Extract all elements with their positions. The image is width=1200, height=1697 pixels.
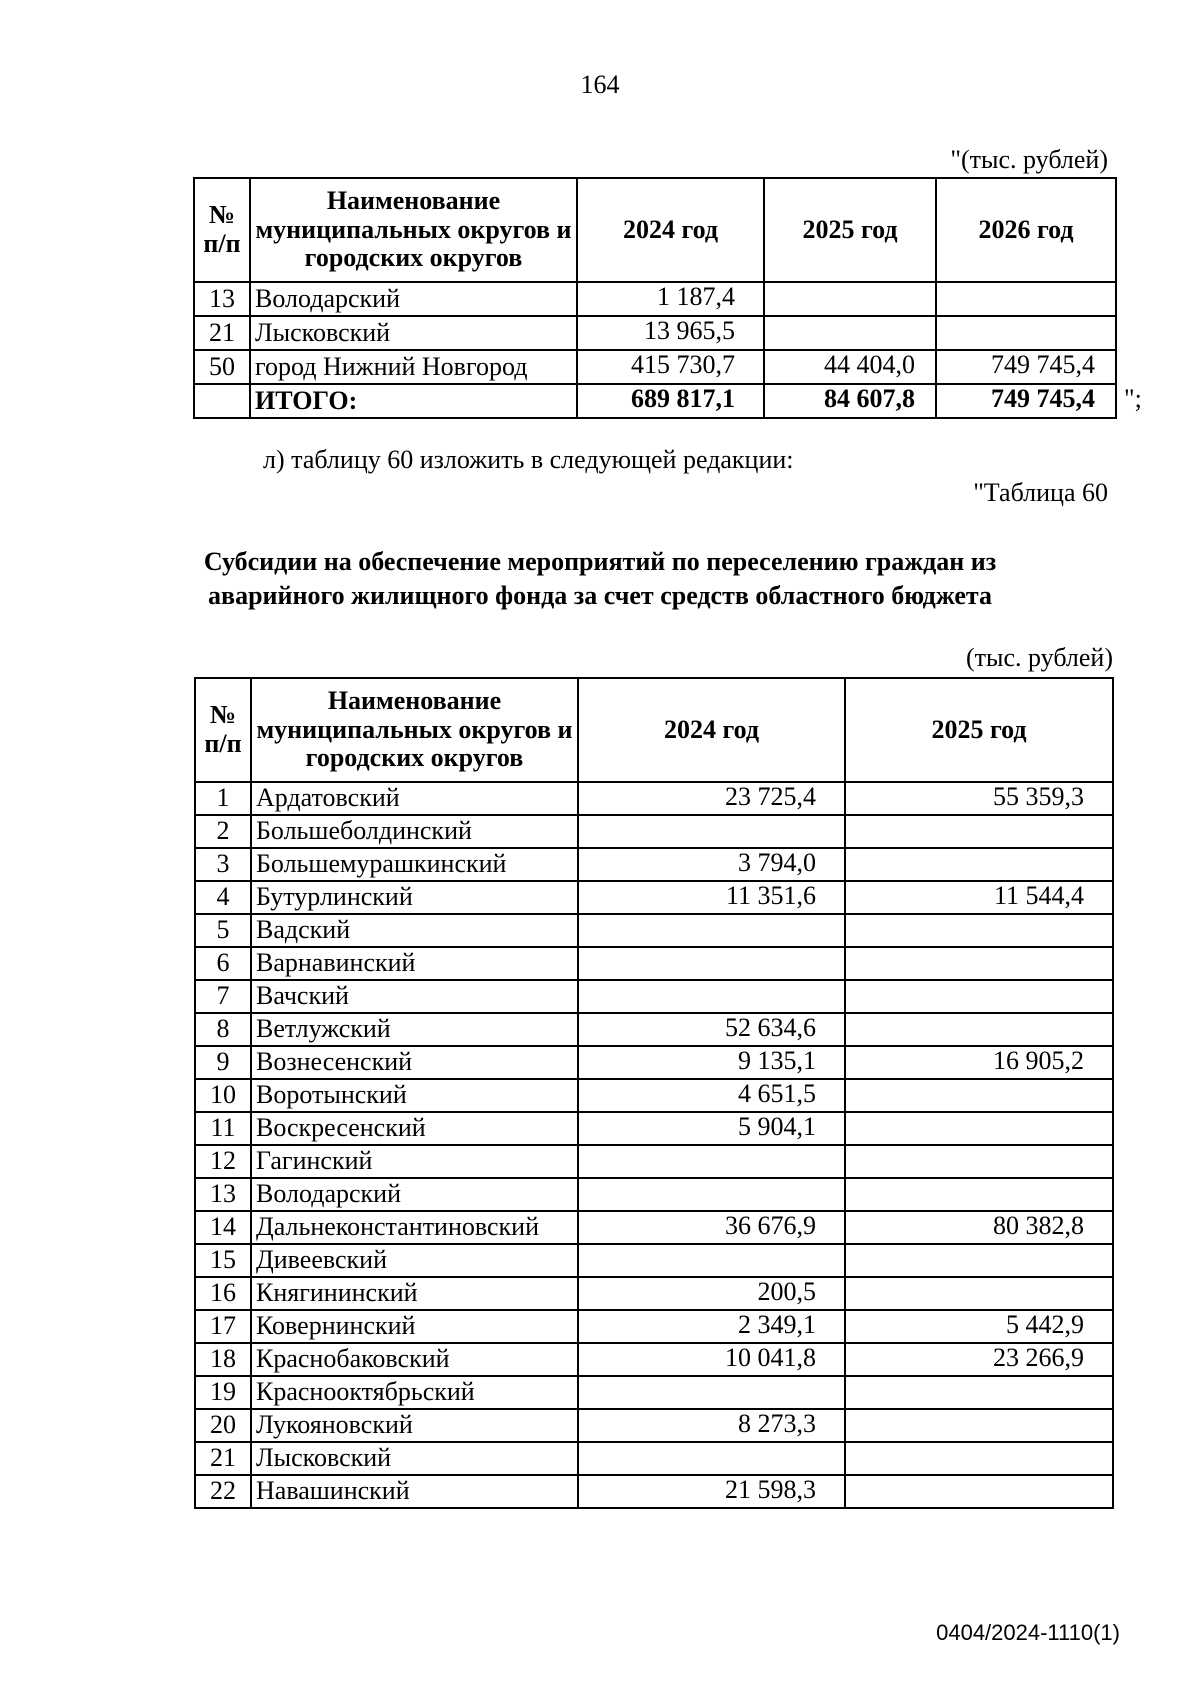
table1-header-num: № п/п	[194, 178, 250, 282]
table-row	[195, 914, 1113, 947]
row-number: 15	[195, 1244, 251, 1277]
table-row	[195, 1145, 1113, 1178]
district-name: Ковернинский	[251, 1310, 578, 1343]
district-name: Воскресенский	[251, 1112, 578, 1145]
district-name: Воротынский	[251, 1079, 578, 1112]
value-2025: 55 359,3	[845, 782, 1113, 815]
row-number: 17	[195, 1310, 251, 1343]
table1-header-row	[194, 178, 1116, 282]
district-name: Вадский	[251, 914, 578, 947]
district-name: Лукояновский	[251, 1409, 578, 1442]
value-2024	[578, 947, 845, 980]
table2-header-2025: 2025 год	[845, 678, 1113, 782]
district-name: Варнавинский	[251, 947, 578, 980]
table-row	[195, 1046, 1113, 1079]
row-number: 18	[195, 1343, 251, 1376]
table1-total-row	[194, 384, 1116, 418]
table-row	[194, 316, 1116, 350]
value-2024: 3 794,0	[578, 848, 845, 881]
row-number: 1	[195, 782, 251, 815]
district-name: Дивеевский	[251, 1244, 578, 1277]
district-name: город Нижний Новгород	[250, 350, 577, 384]
table-row	[195, 1310, 1113, 1343]
district-name: Большеболдинский	[251, 815, 578, 848]
row-number: 10	[195, 1079, 251, 1112]
table2-header-2024: 2024 год	[578, 678, 845, 782]
row-number: 50	[194, 350, 250, 384]
table2-header-name: Наименование муниципальных округов и городских округов	[251, 678, 578, 782]
table-row	[195, 848, 1113, 881]
value-2024	[578, 980, 845, 1013]
value-2025	[764, 316, 936, 350]
value-2024: 36 676,9	[578, 1211, 845, 1244]
table-row	[194, 350, 1116, 384]
value-2025	[845, 1475, 1113, 1508]
value-2024: 5 904,1	[578, 1112, 845, 1145]
value-2024	[578, 914, 845, 947]
row-number: 5	[195, 914, 251, 947]
value-2024	[578, 815, 845, 848]
row-number: 12	[195, 1145, 251, 1178]
district-name: Гагинский	[251, 1145, 578, 1178]
table-row	[195, 1277, 1113, 1310]
district-name: Вачский	[251, 980, 578, 1013]
value-2025	[845, 1178, 1113, 1211]
table1-header-2024: 2024 год	[577, 178, 764, 282]
table1-header-2026: 2026 год	[936, 178, 1116, 282]
row-number: 6	[195, 947, 251, 980]
table-row	[195, 1112, 1113, 1145]
value-2024: 415 730,7	[577, 350, 764, 384]
value-2025	[845, 1013, 1113, 1046]
district-name: Володарский	[250, 282, 577, 316]
value-2025	[845, 1244, 1113, 1277]
district-name: Лысковский	[251, 1442, 578, 1475]
table-row	[195, 1244, 1113, 1277]
instruction-text: л) таблицу 60 изложить в следующей редакции:	[263, 445, 794, 474]
value-2025	[764, 282, 936, 316]
value-2024: 21 598,3	[578, 1475, 845, 1508]
value-2024	[578, 1376, 845, 1409]
district-name: Княгининский	[251, 1277, 578, 1310]
table-row	[195, 1079, 1113, 1112]
document-code: 0404/2024-1110(1)	[936, 1620, 1120, 1645]
row-number: 21	[194, 316, 250, 350]
district-name: Ветлужский	[251, 1013, 578, 1046]
table-row	[195, 980, 1113, 1013]
table-row	[195, 782, 1113, 815]
table-row	[195, 815, 1113, 848]
title-line-1: Субсидии на обеспечение мероприятий по переселению граждан из	[203, 547, 997, 576]
district-name: Навашинский	[251, 1475, 578, 1508]
table-label: "Таблица 60	[973, 478, 1108, 507]
table-row	[195, 947, 1113, 980]
district-name: Лысковский	[250, 316, 577, 350]
table1-header-name: Наименование муниципальных округов и городских округов	[250, 178, 577, 282]
table-row	[195, 1343, 1113, 1376]
value-2024: 1 187,4	[577, 282, 764, 316]
district-name: Большемурашкинский	[251, 848, 578, 881]
table1-total-num	[194, 384, 250, 418]
value-2026	[936, 316, 1116, 350]
district-name: Бутурлинский	[251, 881, 578, 914]
table-row	[195, 1475, 1113, 1508]
value-2025	[845, 1112, 1113, 1145]
value-2024: 4 651,5	[578, 1079, 845, 1112]
table-row	[195, 1442, 1113, 1475]
value-2026	[936, 282, 1116, 316]
table1-total-2025: 84 607,8	[764, 384, 936, 418]
value-2025	[845, 815, 1113, 848]
table2-header-num: № п/п	[195, 678, 251, 782]
district-name: Краснобаковский	[251, 1343, 578, 1376]
value-2025	[845, 914, 1113, 947]
title-line-2: аварийного жилищного фонда за счет средств областного бюджета	[208, 580, 992, 610]
table1-total-2024: 689 817,1	[577, 384, 764, 418]
table-row	[195, 881, 1113, 914]
table-row	[195, 1013, 1113, 1046]
value-2025	[845, 1277, 1113, 1310]
table1-closing-quote: ";	[1124, 384, 1142, 413]
page-number: 164	[580, 70, 620, 99]
row-number: 8	[195, 1013, 251, 1046]
row-number: 20	[195, 1409, 251, 1442]
row-number: 11	[195, 1112, 251, 1145]
row-number: 14	[195, 1211, 251, 1244]
value-2024	[578, 1244, 845, 1277]
value-2024: 11 351,6	[578, 881, 845, 914]
row-number: 22	[195, 1475, 251, 1508]
row-number: 13	[194, 282, 250, 316]
value-2024: 52 634,6	[578, 1013, 845, 1046]
district-name: Володарский	[251, 1178, 578, 1211]
table2-unit-label: (тыс. рублей)	[965, 643, 1113, 672]
row-number: 4	[195, 881, 251, 914]
table1-header-2025: 2025 год	[764, 178, 936, 282]
table1	[193, 177, 1117, 419]
table1-total-2026: 749 745,4	[936, 384, 1116, 418]
table-row	[194, 282, 1116, 316]
value-2025: 23 266,9	[845, 1343, 1113, 1376]
row-number: 13	[195, 1178, 251, 1211]
district-name: Дальнеконстантиновский	[251, 1211, 578, 1244]
table-row	[195, 1211, 1113, 1244]
value-2024: 23 725,4	[578, 782, 845, 815]
value-2026: 749 745,4	[936, 350, 1116, 384]
row-number: 19	[195, 1376, 251, 1409]
value-2025	[845, 1409, 1113, 1442]
value-2024: 13 965,5	[577, 316, 764, 350]
value-2025	[845, 1442, 1113, 1475]
table1-unit-label: "(тыс. рублей)	[950, 145, 1108, 174]
value-2025	[845, 1079, 1113, 1112]
table-row	[195, 1178, 1113, 1211]
value-2024: 10 041,8	[578, 1343, 845, 1376]
value-2025	[845, 947, 1113, 980]
row-number: 2	[195, 815, 251, 848]
value-2024	[578, 1442, 845, 1475]
table-row	[195, 1376, 1113, 1409]
row-number: 7	[195, 980, 251, 1013]
value-2024: 8 273,3	[578, 1409, 845, 1442]
value-2025: 16 905,2	[845, 1046, 1113, 1079]
value-2025	[845, 1145, 1113, 1178]
table-row	[195, 1409, 1113, 1442]
table2-header-row	[195, 678, 1113, 782]
district-name: Вознесенский	[251, 1046, 578, 1079]
value-2025	[845, 980, 1113, 1013]
row-number: 3	[195, 848, 251, 881]
value-2025	[845, 848, 1113, 881]
value-2024: 2 349,1	[578, 1310, 845, 1343]
value-2024	[578, 1178, 845, 1211]
value-2024	[578, 1145, 845, 1178]
document-title	[150, 545, 1050, 613]
table1-total-label: ИТОГО:	[250, 384, 577, 418]
value-2025	[845, 1376, 1113, 1409]
row-number: 16	[195, 1277, 251, 1310]
district-name: Краснооктябрьский	[251, 1376, 578, 1409]
value-2025: 11 544,4	[845, 881, 1113, 914]
table2	[194, 677, 1114, 1509]
value-2025: 44 404,0	[764, 350, 936, 384]
row-number: 9	[195, 1046, 251, 1079]
value-2024: 9 135,1	[578, 1046, 845, 1079]
row-number: 21	[195, 1442, 251, 1475]
value-2025: 5 442,9	[845, 1310, 1113, 1343]
value-2024: 200,5	[578, 1277, 845, 1310]
district-name: Ардатовский	[251, 782, 578, 815]
value-2025: 80 382,8	[845, 1211, 1113, 1244]
